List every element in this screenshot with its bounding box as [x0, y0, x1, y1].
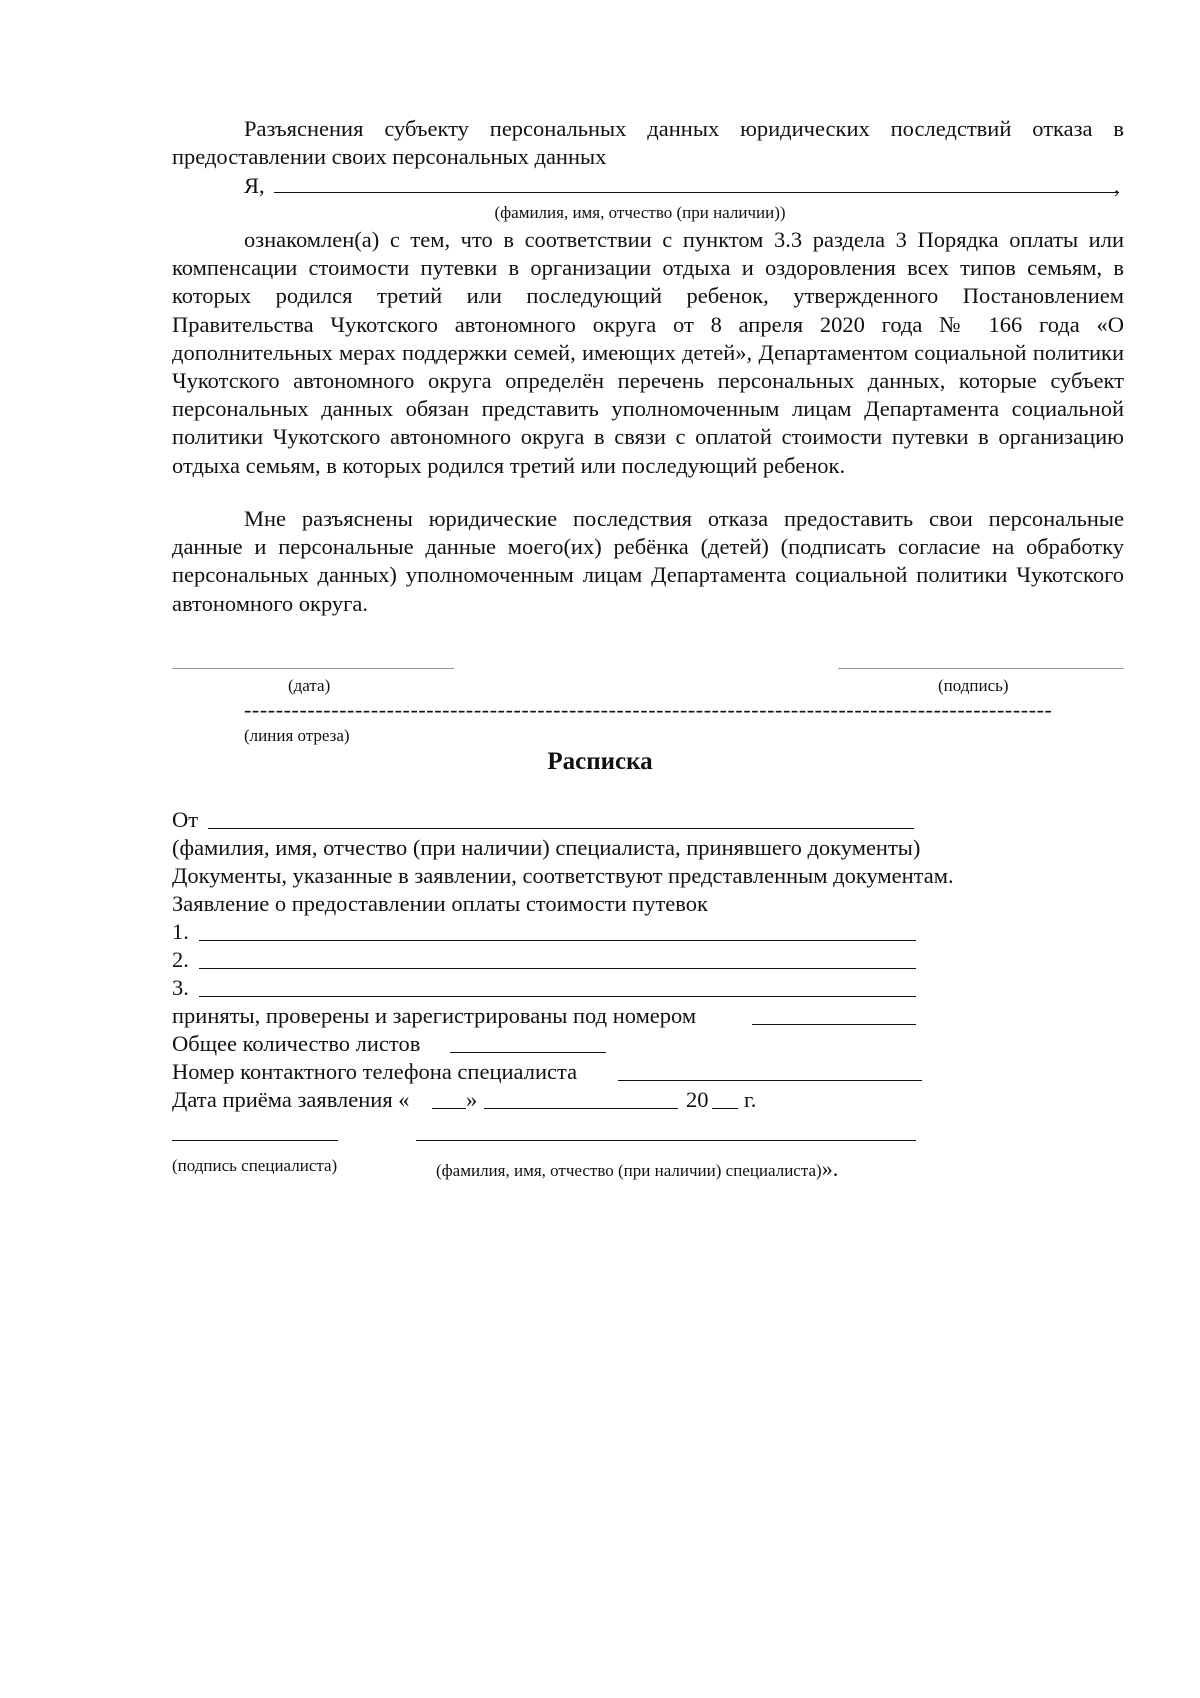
docs-match-text: Документы, указанные в заявлении, соответствуют представленным документам.: [172, 863, 954, 888]
statement-text: Заявление о предоставлении оплаты стоимости путевок: [172, 891, 708, 916]
item-3-field-line[interactable]: [199, 996, 916, 997]
from-label: От: [172, 807, 199, 832]
explanation-paragraph-1: ознакомлен(а) с тем, что в соответствии с пунктом 3.3 раздела 3 Порядка оплаты или компенсации стоимости путевки в организации отдыха и оздоровления всех типов семьям, в которых родился третий или последующий ребенок, утвержденного Постановлением Правительства Чукотского автономного округа от 8 апреля 2020 года № 166 года «О дополнительных мерах поддержки семей, имеющих детей», Департаментом социальной политики Чукотского автономного округа определён перечень персональных данных, которые субъект персональных данных обязан представить уполномоченным лицам Департамента социальной политики Чукотского автономного округа в связи с оплатой стоимости путевки в организацию отдыха семьям, в которых родился третий или последующий ребенок.: [172, 227, 1124, 478]
date-mid: »: [466, 1087, 478, 1112]
item-1-label: 1.: [172, 919, 189, 944]
date-field-line[interactable]: [172, 668, 454, 669]
phone-field-line[interactable]: [618, 1080, 922, 1081]
specialist-fio-line[interactable]: [416, 1140, 916, 1141]
sheets-field-line[interactable]: [450, 1052, 606, 1053]
explanation-paragraph-2: Мне разъяснены юридические последствия отказа предоставить свои персональные данные и персональные данные моего(их) ребёнка (детей) (подписать согласие на обработку персональных данных) уполномоченным лицам Департамента социальной политики Чукотского автономного округа.: [172, 506, 1124, 616]
date-year: 20: [686, 1087, 709, 1112]
specialist-fio-hint: [436, 1156, 838, 1182]
day-field-line[interactable]: [432, 1108, 466, 1109]
specialist-sign-hint: (подпись специалиста): [172, 1156, 338, 1175]
fio-hint: (фамилия, имя, отчество (при наличии)): [494, 203, 786, 222]
phone-text: Номер контактного телефона специалиста: [172, 1059, 578, 1084]
specialist-hint: (фамилия, имя, отчество (при наличии) специалиста, принявшего документы): [172, 835, 921, 860]
item-1-field-line[interactable]: [199, 940, 916, 941]
item-3-label: 3.: [172, 975, 189, 1000]
date-label: (дата): [288, 676, 331, 695]
receipt-title: Расписка: [547, 748, 653, 775]
registration-number-field-line[interactable]: [752, 1024, 916, 1025]
sheets-text: Общее количество листов: [172, 1031, 421, 1056]
month-field-line[interactable]: [484, 1108, 678, 1109]
ya-prefix: Я,: [244, 173, 265, 198]
date-suffix: г.: [744, 1087, 757, 1112]
signature-label: (подпись): [938, 676, 1009, 695]
accepted-text: приняты, проверены и зарегистрированы под номером: [172, 1003, 697, 1028]
specialist-fio-hint-text: (фамилия, имя, отчество (при наличии) специалиста): [436, 1161, 822, 1180]
year-field-line[interactable]: [712, 1108, 738, 1109]
item-2-field-line[interactable]: [199, 968, 916, 969]
cut-label: (линия отреза): [244, 726, 350, 745]
closing-quote: ».: [821, 1156, 839, 1181]
date-prefix: Дата приёма заявления «: [172, 1087, 410, 1112]
explanation-heading: Разъяснения субъекту персональных данных юридических последствий отказа в предоставлении своих персональных данных: [172, 116, 1124, 170]
specialist-signature-line[interactable]: [172, 1140, 338, 1141]
signature-field-line[interactable]: [838, 668, 1124, 669]
ya-suffix: ,: [1114, 173, 1120, 198]
item-2-label: 2.: [172, 947, 189, 972]
from-field-line[interactable]: [208, 828, 914, 829]
cut-line: ------------------------------------------------------------------------------------------------------: [244, 698, 1053, 722]
fio-field-line[interactable]: [274, 192, 1119, 193]
